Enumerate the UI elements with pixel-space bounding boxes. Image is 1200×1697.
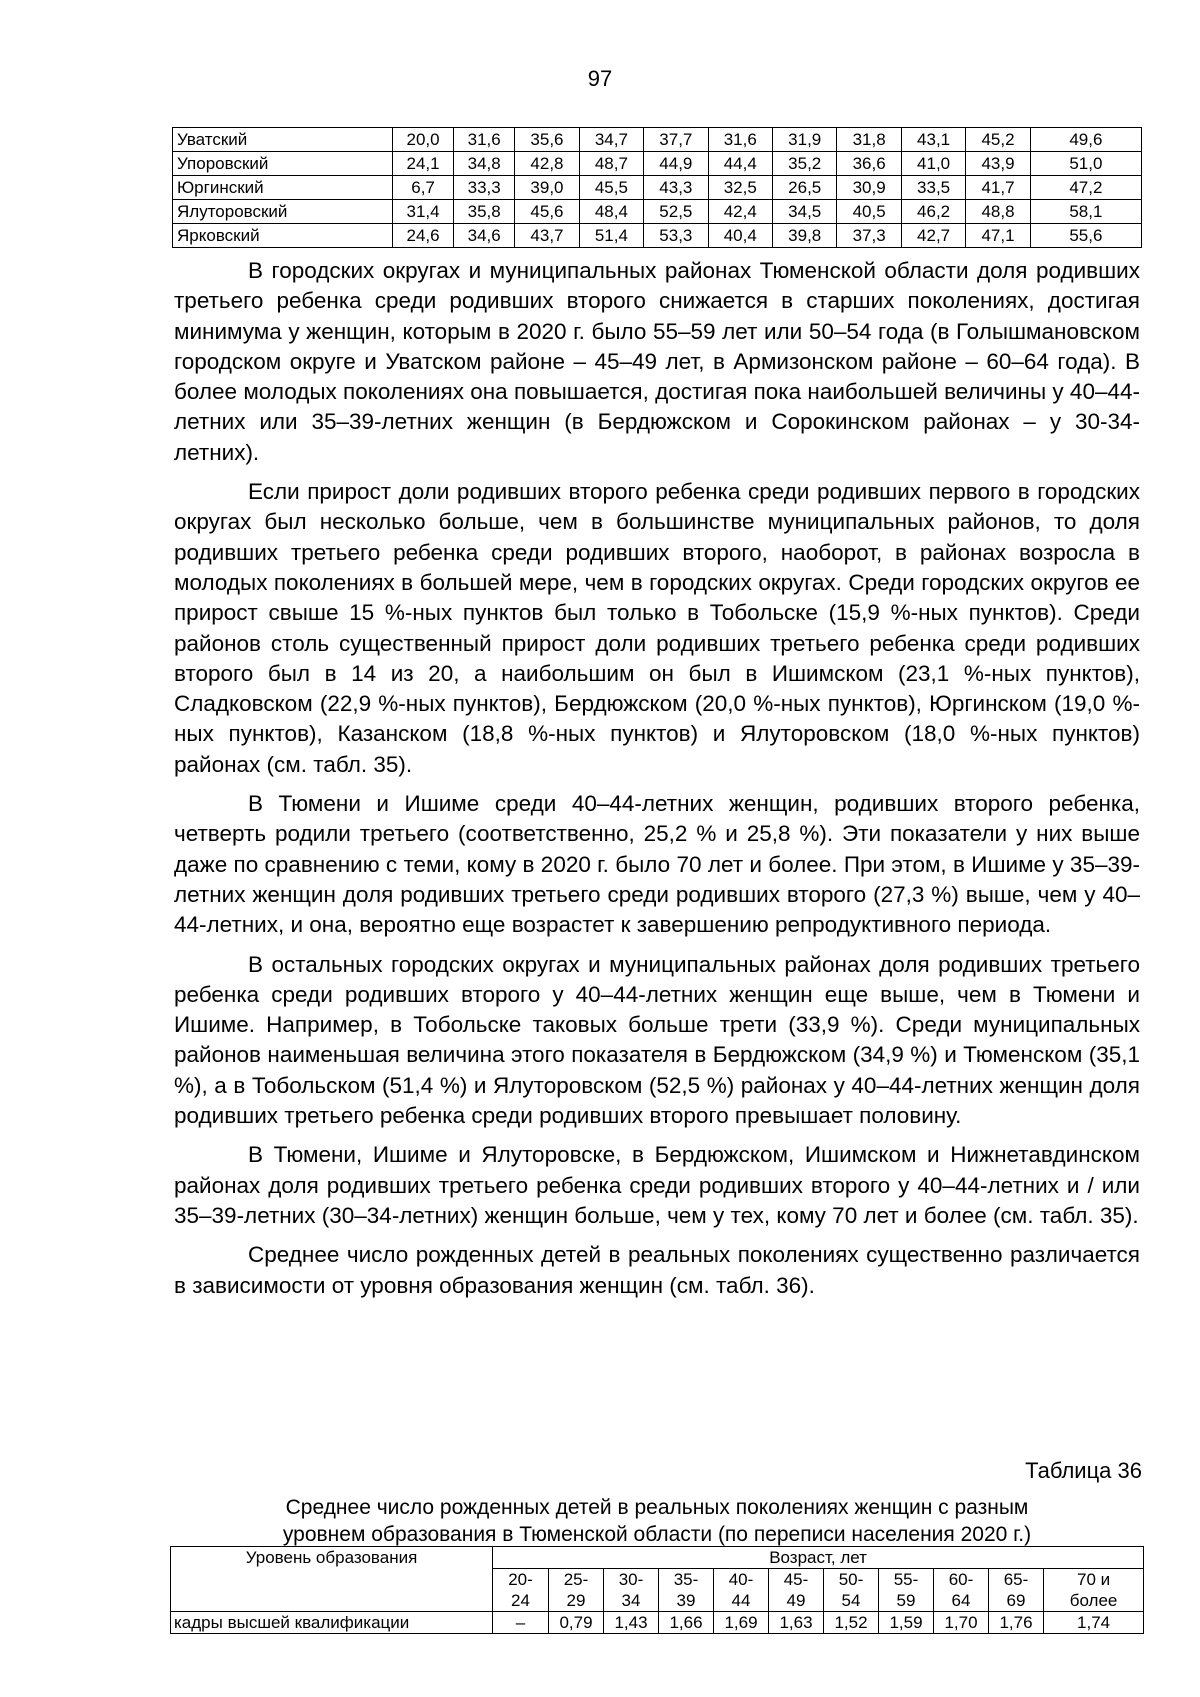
table-cell: 36,6 — [837, 152, 901, 176]
row-label: кадры высшей квалификации — [171, 1612, 493, 1634]
table-cell: 51,4 — [579, 224, 643, 248]
table-cell: 39,8 — [772, 224, 836, 248]
table-cell: 1,66 — [659, 1612, 714, 1634]
age-group-header — [879, 1569, 934, 1612]
table-35-continuation — [172, 127, 1142, 248]
table-row — [173, 176, 1142, 200]
table-cell: 45,5 — [579, 176, 643, 200]
table-cell: 40,4 — [708, 224, 772, 248]
table-36-title-line1: Среднее число рожденных детей в реальных поколениях женщин с разным — [285, 1496, 1029, 1519]
age-group-bottom: 69 — [1006, 1591, 1026, 1610]
paragraph: В Тюмени и Ишиме среди 40–44-летних женщин, родивших второго ребенка, четверть родили третьего (соответственно, 25,2 % и 25,8 %). Эти показатели у них выше даже по сравнению с теми, кому в 2020 г. было 70 лет и более. При этом, в Ишиме у 35–39-летних женщин доля родивших третьего среди родивших второго (27,3 %) выше, чем у 40–44-летних, и она, вероятно еще возрастет к завершению репродуктивного периода. — [174, 791, 1140, 938]
table-cell: 1,52 — [824, 1612, 879, 1634]
age-group-header — [659, 1569, 714, 1612]
table-cell: 30,9 — [837, 176, 901, 200]
age-group-top: 65- — [1003, 1570, 1029, 1589]
table-cell: 35,2 — [772, 152, 836, 176]
age-group-top: 55- — [893, 1570, 919, 1589]
table-cell: 1,69 — [714, 1612, 769, 1634]
age-group-top: 40- — [728, 1570, 754, 1589]
table-row — [173, 200, 1142, 224]
table-cell: 42,4 — [708, 200, 772, 224]
table-cell: 31,4 — [393, 200, 454, 224]
row-label: Ярковский — [173, 224, 393, 248]
table-cell: 47,1 — [966, 224, 1030, 248]
table-cell: 48,7 — [579, 152, 643, 176]
age-group-bottom: 54 — [841, 1591, 861, 1610]
paragraph: Среднее число рожденных детей в реальных поколениях существенно различается в зависимости от уровня образования женщин (см. табл. 36). — [174, 1242, 1140, 1298]
table-cell: 34,8 — [454, 152, 515, 176]
age-group-top: 35- — [673, 1570, 699, 1589]
table-cell: 46,2 — [901, 200, 965, 224]
table-36-header-row — [171, 1547, 1144, 1569]
table-cell: 24,1 — [393, 152, 454, 176]
table-cell: 45,6 — [515, 200, 579, 224]
age-group-bottom: 39 — [676, 1591, 696, 1610]
table-cell: 31,6 — [708, 128, 772, 152]
table-cell: – — [493, 1612, 549, 1634]
row-label: Уватский — [173, 128, 393, 152]
age-group-top: 50- — [838, 1570, 864, 1589]
age-group-bottom: 29 — [566, 1591, 586, 1610]
table-cell: 1,70 — [934, 1612, 989, 1634]
table-cell: 43,9 — [966, 152, 1030, 176]
table-cell: 48,4 — [579, 200, 643, 224]
paragraph: В остальных городских округах и муниципальных районах доля родивших третьего ребенка среди родивших второго у 40–44-летних женщин еще выше, чем в Тюмени и Ишиме. Например, в Тобольске таковых больше трети (33,9 %). Среди муниципальных районов наименьшая величина этого показателя в Бердюжском (34,9 %) и Тюменском (35,1 %), а в Тобольском (51,4 %) и Ялуторовском (52,5 %) районах у 40–44-летних женщин доля родивших третьего ребенка среди родивших второго превышает половину. — [174, 951, 1140, 1129]
table-cell: 33,5 — [901, 176, 965, 200]
table-cell: 48,8 — [966, 200, 1030, 224]
table-cell: 42,8 — [515, 152, 579, 176]
page-number: 97 — [587, 66, 613, 91]
row-label: Ялуторовский — [173, 200, 393, 224]
age-group-top: 30- — [618, 1570, 644, 1589]
age-group-header — [989, 1569, 1044, 1612]
age-group-bottom: более — [1069, 1591, 1118, 1610]
table-cell: 0,79 — [549, 1612, 604, 1634]
table-cell: 55,6 — [1030, 224, 1141, 248]
table-cell: 33,3 — [454, 176, 515, 200]
table-cell: 58,1 — [1030, 200, 1141, 224]
table-cell: 49,6 — [1030, 128, 1141, 152]
age-group-top: 45- — [783, 1570, 809, 1589]
table-cell: 43,3 — [644, 176, 708, 200]
age-group-bottom: 59 — [896, 1591, 916, 1610]
table-cell: 47,2 — [1030, 176, 1141, 200]
table-cell: 34,6 — [454, 224, 515, 248]
paragraph: В Тюмени, Ишиме и Ялуторовске, в Бердюжском, Ишимском и Нижнетавдинском районах доля родивших третьего ребенка среди родивших второго у 40–44-летних и / или 35–39-летних (30–34-летних) женщин больше, чем у тех, кому 70 лет и более (см. табл. 35). — [174, 1142, 1140, 1228]
table-cell: 34,5 — [772, 200, 836, 224]
row-label: Упоровский — [173, 152, 393, 176]
table-cell: 1,76 — [989, 1612, 1044, 1634]
table-row — [173, 152, 1142, 176]
table-36-title-line2: уровнем образования в Тюменской области (по переписи населения 2020 г.) — [282, 1523, 1032, 1546]
age-group-header — [604, 1569, 659, 1612]
table-cell: 20,0 — [393, 128, 454, 152]
table-cell: 52,5 — [644, 200, 708, 224]
table-cell: 43,1 — [901, 128, 965, 152]
table-cell: 6,7 — [393, 176, 454, 200]
table-cell: 1,63 — [769, 1612, 824, 1634]
table-cell: 42,7 — [901, 224, 965, 248]
table-cell: 34,7 — [579, 128, 643, 152]
table-cell: 1,74 — [1044, 1612, 1144, 1634]
table-cell: 35,8 — [454, 200, 515, 224]
table-cell: 45,2 — [966, 128, 1030, 152]
header-education: Уровень образования — [171, 1547, 493, 1612]
table-cell: 31,6 — [454, 128, 515, 152]
table-cell: 43,7 — [515, 224, 579, 248]
table-cell: 53,3 — [644, 224, 708, 248]
age-group-top: 25- — [563, 1570, 589, 1589]
table-cell: 41,0 — [901, 152, 965, 176]
header-age: Возраст, лет — [493, 1547, 1144, 1569]
age-group-top: 20- — [508, 1570, 533, 1589]
table-36 — [170, 1546, 1144, 1634]
age-group-header — [824, 1569, 879, 1612]
age-group-header — [493, 1569, 549, 1612]
table-cell: 39,0 — [515, 176, 579, 200]
age-group-header — [714, 1569, 769, 1612]
age-group-top: 60- — [948, 1570, 974, 1589]
table-cell: 35,6 — [515, 128, 579, 152]
table-row — [171, 1612, 1144, 1634]
table-cell: 44,9 — [644, 152, 708, 176]
age-group-bottom: 64 — [951, 1591, 971, 1610]
paragraph: В городских округах и муниципальных районах Тюменской области доля родивших третьего ребенка среди родивших второго снижается в старших поколениях, достигая минимума у женщин, которым в 2020 г. было 55–59 лет или 50–54 года (в Голышмановском городском округе и Уватском районе – 45–49 лет, в Армизонском районе – 60–64 года). В более молодых поколениях она повышается, достигая пока наибольшей величины у 40–44-летних или 35–39-летних женщин (в Бердюжском и Сорокинском районах – у 30-34-летних). — [174, 258, 1140, 465]
table-36-title — [172, 1494, 1142, 1548]
age-group-header — [549, 1569, 604, 1612]
table-cell: 1,59 — [879, 1612, 934, 1634]
age-group-bottom: 49 — [786, 1591, 806, 1610]
age-group-header — [934, 1569, 989, 1612]
age-group-bottom: 24 — [511, 1591, 530, 1610]
age-group-header — [769, 1569, 824, 1612]
table-cell: 37,7 — [644, 128, 708, 152]
age-group-header — [1044, 1569, 1144, 1612]
table-cell: 37,3 — [837, 224, 901, 248]
table-cell: 31,9 — [772, 128, 836, 152]
age-group-bottom: 44 — [731, 1591, 751, 1610]
table-cell: 51,0 — [1030, 152, 1141, 176]
table-cell: 24,6 — [393, 224, 454, 248]
body-text — [174, 256, 1140, 1310]
table-36-label: Таблица 36 — [1025, 1458, 1142, 1483]
paragraph: Если прирост доли родивших второго ребенка среди родивших первого в городских округах был несколько больше, чем в большинстве муниципальных районов, то доля родивших третьего ребенка среди родивших второго, наоборот, в районах возросла в молодых поколениях в большей мере, чем в городских округах. Среди городских округов ее прирост свыше 15 %-ных пунктов был только в Тобольске (15,9 %-ных пунктов). Среди районов столь существенный прирост доли родивших третьего ребенка среди родивших второго был в 14 из 20, а наибольшим он был в Ишимском (23,1 %-ных пунктов), Сладковском (22,9 %-ных пунктов), Бердюжском (20,0 %-ных пунктов), Юргинском (19,0 %-ных пунктов), Казанском (18,8 %-ных пунктов) и Ялуторовском (18,0 %-ных пунктов) районах (см. табл. 35). — [174, 479, 1140, 777]
table-cell: 40,5 — [837, 200, 901, 224]
table-cell: 31,8 — [837, 128, 901, 152]
table-cell: 1,43 — [604, 1612, 659, 1634]
table-cell: 44,4 — [708, 152, 772, 176]
table-cell: 32,5 — [708, 176, 772, 200]
age-group-bottom: 34 — [621, 1591, 641, 1610]
table-cell: 41,7 — [966, 176, 1030, 200]
table-row — [173, 128, 1142, 152]
age-group-top: 70 и — [1077, 1570, 1111, 1589]
row-label: Юргинский — [173, 176, 393, 200]
table-row — [173, 224, 1142, 248]
table-cell: 26,5 — [772, 176, 836, 200]
